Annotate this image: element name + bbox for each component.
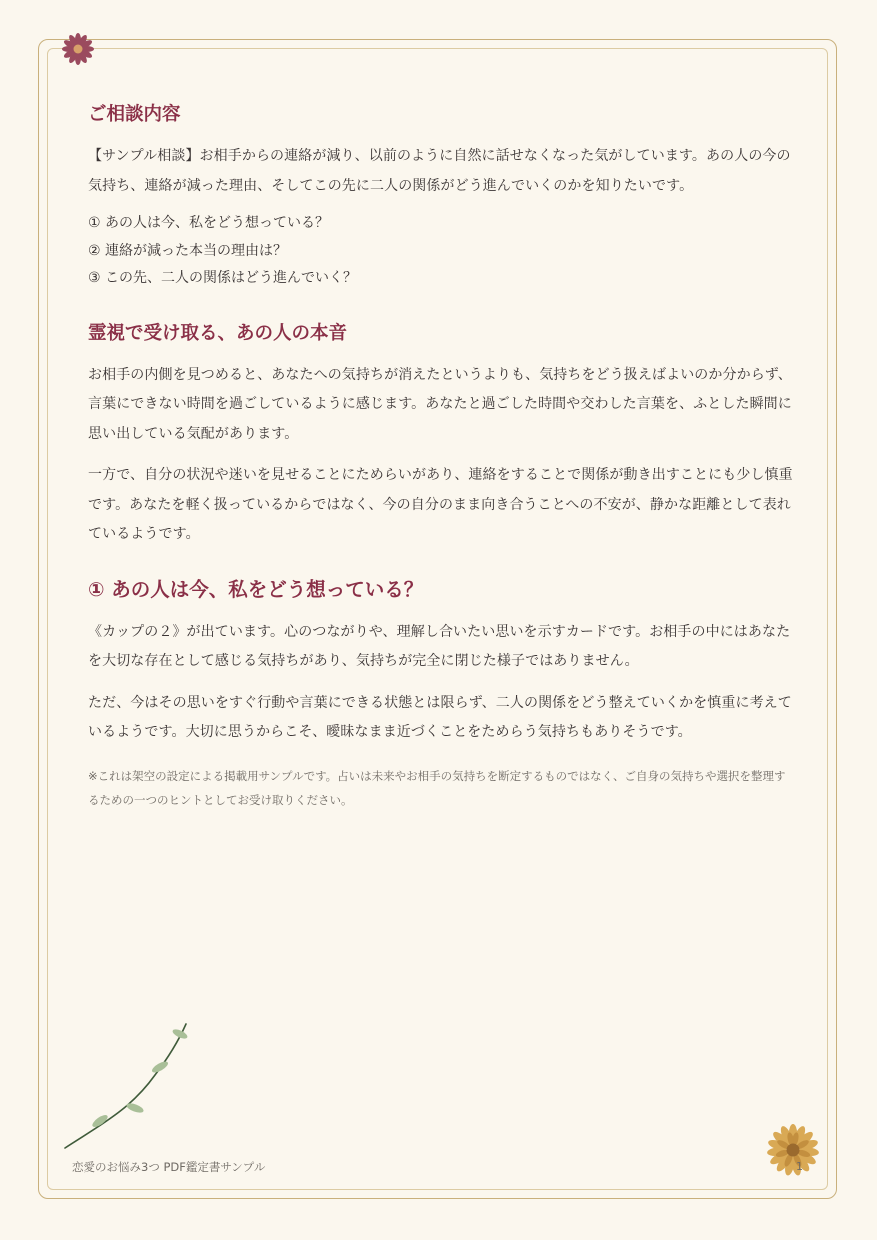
footer-title: 恋愛のお悩み3つ PDF鑑定書サンプル [72, 1160, 266, 1174]
question1-heading: ① あの人は今、私をどう想っている？ [88, 577, 424, 601]
question1-paragraph: ただ、今はその思いをすぐ行動や言葉にできる状態とは限らず、二人の関係をどう整えていくかを慎重に考えているようです。大切に思うからこそ、曖昧なまま近づくことをためらう気持ちもありそうです。 [88, 694, 792, 740]
page-number: 1 [796, 1160, 803, 1173]
question1-paragraph: 《カップの２》が出ています。心のつながりや、理解し合いたい思いを示すカードです。お相手の中にはあなたを大切な存在として感じる気持ちがあり、気持ちが完全に閉じた様子ではありません。 [88, 623, 791, 669]
flower-icon [61, 32, 95, 66]
vine-icon [60, 1020, 195, 1155]
reading-heading: 霊視で受け取る、あの人の本音 [88, 322, 348, 344]
sunflower-icon [765, 1122, 821, 1178]
question-list [88, 210, 793, 293]
question-item: ② 連絡が減った本当の理由は？ [88, 242, 288, 259]
reading-paragraph: お相手の内側を見つめると、あなたへの気持ちが消えたというよりも、気持ちをどう扱えばよいのか分からず、言葉にできない時間を過ごしているように感じます。あなたと過ごした時間や交わした言葉を、ふとした瞬間に思い出している気配があります。 [88, 366, 792, 442]
consultation-heading: ご相談内容 [88, 104, 181, 125]
question-item: ③ この先、二人の関係はどう進んでいく？ [88, 270, 357, 286]
reading-paragraph: 一方で、自分の状況や迷いを見せることにためらいがあり、連絡をすることで関係が動き出すことにも少し慎重です。あなたを軽く扱っているからではなく、今の自分のまま向き合うことへの不安が、静かな距離として表れているようです。 [88, 467, 793, 542]
disclaimer-note: ※これは架空の設定による掲載用サンプルです。占いは未来やお相手の気持ちを断定するものではなく、ご自身の気持ちや選択を整理するための一つのヒントとしてお受け取りください。 [88, 768, 786, 807]
main-content [88, 100, 793, 812]
consultation-body: 【サンプル相談】お相手からの連絡が減り、以前のように自然に話せなくなった気がしています。あの人の今の気持ち、連絡が減った理由、そしてこの先に二人の関係がどう進んでいくのかを知りたいです。 [88, 148, 791, 194]
question-item: ① あの人は今、私をどう想っている？ [88, 215, 329, 231]
